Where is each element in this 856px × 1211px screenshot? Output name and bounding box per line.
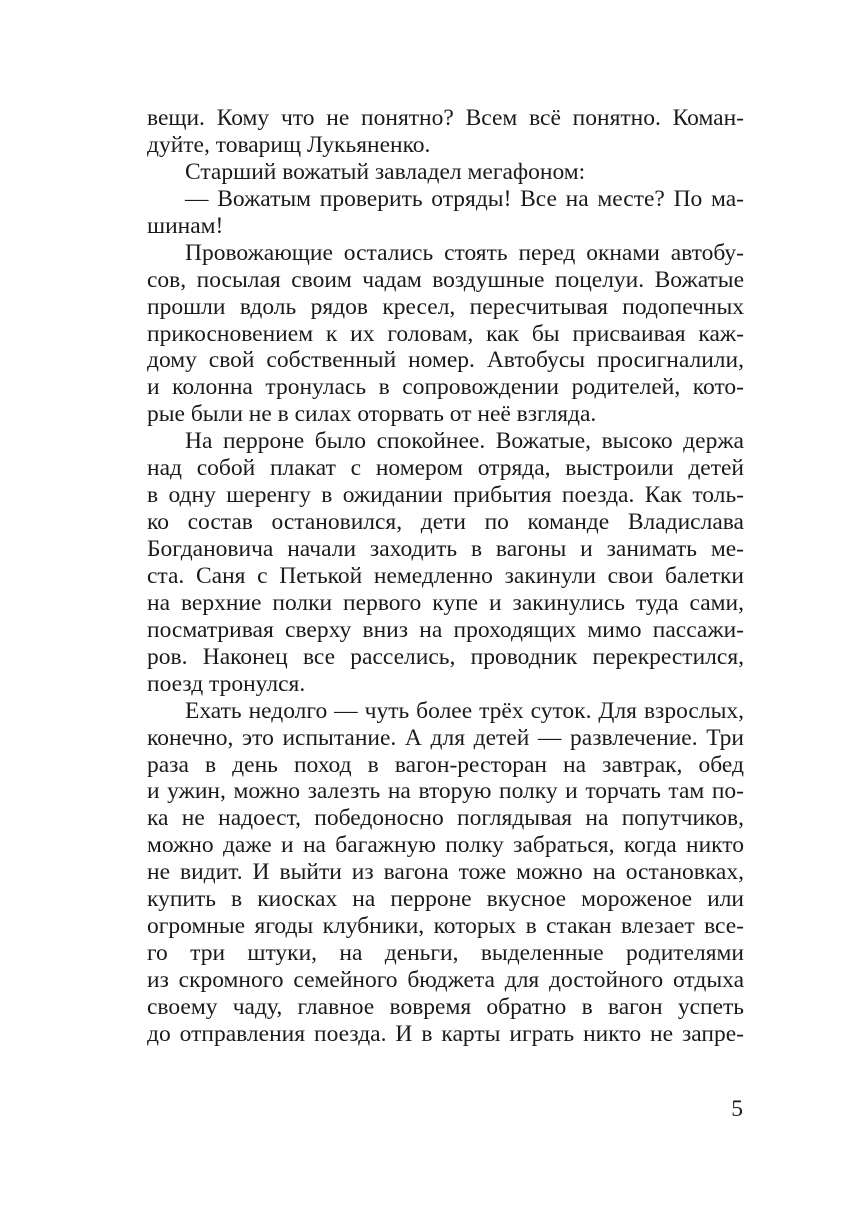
text-line: рые были не в силах оторвать от неё взгляда. [147, 401, 597, 428]
text-line: вещи. Кому что не понятно? Всем всё понятно. Коман- [147, 105, 744, 131]
text-line: не видит. И выйти из вагона тоже можно на остановках, [147, 859, 744, 886]
paragraph [147, 105, 744, 159]
text-line: своему чаду, главное вовремя обратно в вагон успеть [147, 993, 744, 1020]
paragraph [147, 159, 744, 186]
text-line: Провожающие остались стоять перед окнами автобу- [185, 239, 744, 266]
text-line: прикосновением к их головам, как бы присваивая каж- [147, 320, 744, 347]
page-number: 5 [731, 1096, 743, 1122]
text-line: раза в день поход в вагон-ресторан на завтрак, обед [147, 751, 744, 778]
text-line: купить в киосках на перроне вкусное мороженое или [147, 886, 744, 913]
text-line: ко состав остановился, дети по команде Владислава [147, 509, 744, 536]
text-line: Старший вожатый завладел мегафоном: [185, 158, 586, 185]
body-text [147, 105, 744, 1048]
text-line: конечно, это испытание. А для детей — развлечение. Три [147, 724, 744, 751]
text-line: дому свой собственный номер. Автобусы просигналили, [147, 347, 744, 374]
paragraph [147, 428, 744, 697]
paragraph [147, 698, 744, 1048]
text-line: и колонна тронулась в сопровождении родителей, кото- [147, 374, 744, 401]
text-line: огромные ягоды клубники, которых в стакан влезает все- [147, 913, 744, 940]
text-line: можно даже и на багажную полку забраться, когда никто [147, 832, 744, 859]
text-line: — Вожатым проверить отряды! Все на месте? По ма- [185, 185, 744, 212]
text-line: и ужин, можно залезть на вторую полку и торчать там по- [147, 778, 744, 805]
text-line: из скромного семейного бюджета для достойного отдыха [147, 967, 744, 993]
text-line: шинам! [147, 212, 224, 239]
text-line: Богдановича начали заходить в вагоны и занимать ме- [147, 536, 744, 562]
text-line: дуйте, товарищ Лукьяненко. [147, 131, 431, 158]
text-line: над собой плакат с номером отряда, выстроили детей [147, 455, 744, 482]
text-line: сов, посылая своим чадам воздушные поцелуи. Вожатые [147, 266, 744, 293]
text-line: На перроне было спокойнее. Вожатые, высоко держа [185, 428, 744, 455]
text-line: в одну шеренгу в ожидании прибытия поезда. Как толь- [147, 482, 744, 509]
text-line: ста. Саня с Петькой немедленно закинули свои балетки [147, 562, 744, 589]
text-line: до отправления поезда. И в карты играть никто не запре- [147, 1020, 744, 1047]
text-line: поезд тронулся. [147, 670, 306, 697]
text-line: Ехать недолго — чуть более трёх суток. Для взрослых, [185, 697, 744, 724]
paragraph [147, 186, 744, 240]
text-line: на верхние полки первого купе и закинулись туда сами, [147, 589, 744, 616]
paragraph [147, 240, 744, 429]
text-line: прошли вдоль рядов кресел, пересчитывая подопечных [147, 293, 744, 320]
text-line: ров. Наконец все расселись, проводник перекрестился, [147, 643, 744, 670]
text-line: посматривая сверху вниз на проходящих мимо пассажи- [147, 616, 744, 643]
text-line: ка не надоест, победоносно поглядывая на попутчиков, [147, 805, 744, 832]
text-line: го три штуки, на деньги, выделенные родителями [147, 940, 744, 967]
